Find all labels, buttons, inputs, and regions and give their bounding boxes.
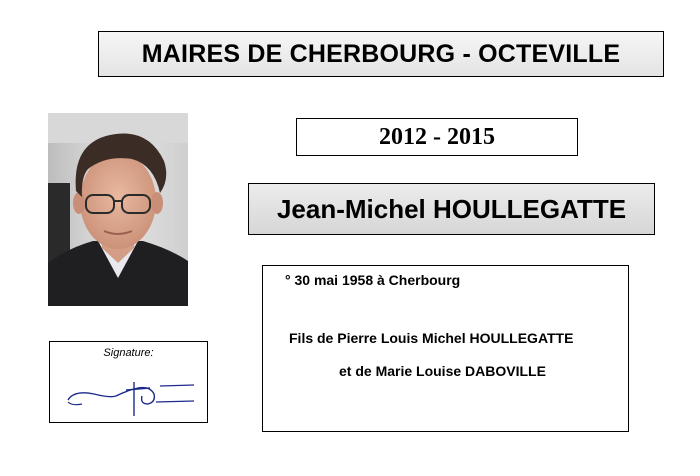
- mayor-name: [248, 183, 655, 235]
- father-info: Fils de Pierre Louis Michel HOULLEGATTE: [289, 330, 574, 346]
- portrait-image: [48, 113, 188, 306]
- title-text: MAIRES DE CHERBOURG - OCTEVILLE: [141, 39, 621, 68]
- biography-box: [262, 265, 629, 432]
- page-title: [98, 31, 664, 77]
- mayor-name-text: Jean-Michel HOULLEGATTE: [276, 193, 627, 224]
- signature-label: Signature:: [103, 347, 154, 359]
- signature-drawing: [64, 376, 196, 418]
- signature-box: [49, 341, 208, 423]
- mother-info: et de Marie Louise DABOVILLE: [339, 363, 546, 379]
- birth-info: ° 30 mai 1958 à Cherbourg: [285, 272, 461, 288]
- term-years: [296, 118, 578, 156]
- portrait-photo: [48, 113, 188, 306]
- term-text: 2012 - 2015: [379, 123, 495, 150]
